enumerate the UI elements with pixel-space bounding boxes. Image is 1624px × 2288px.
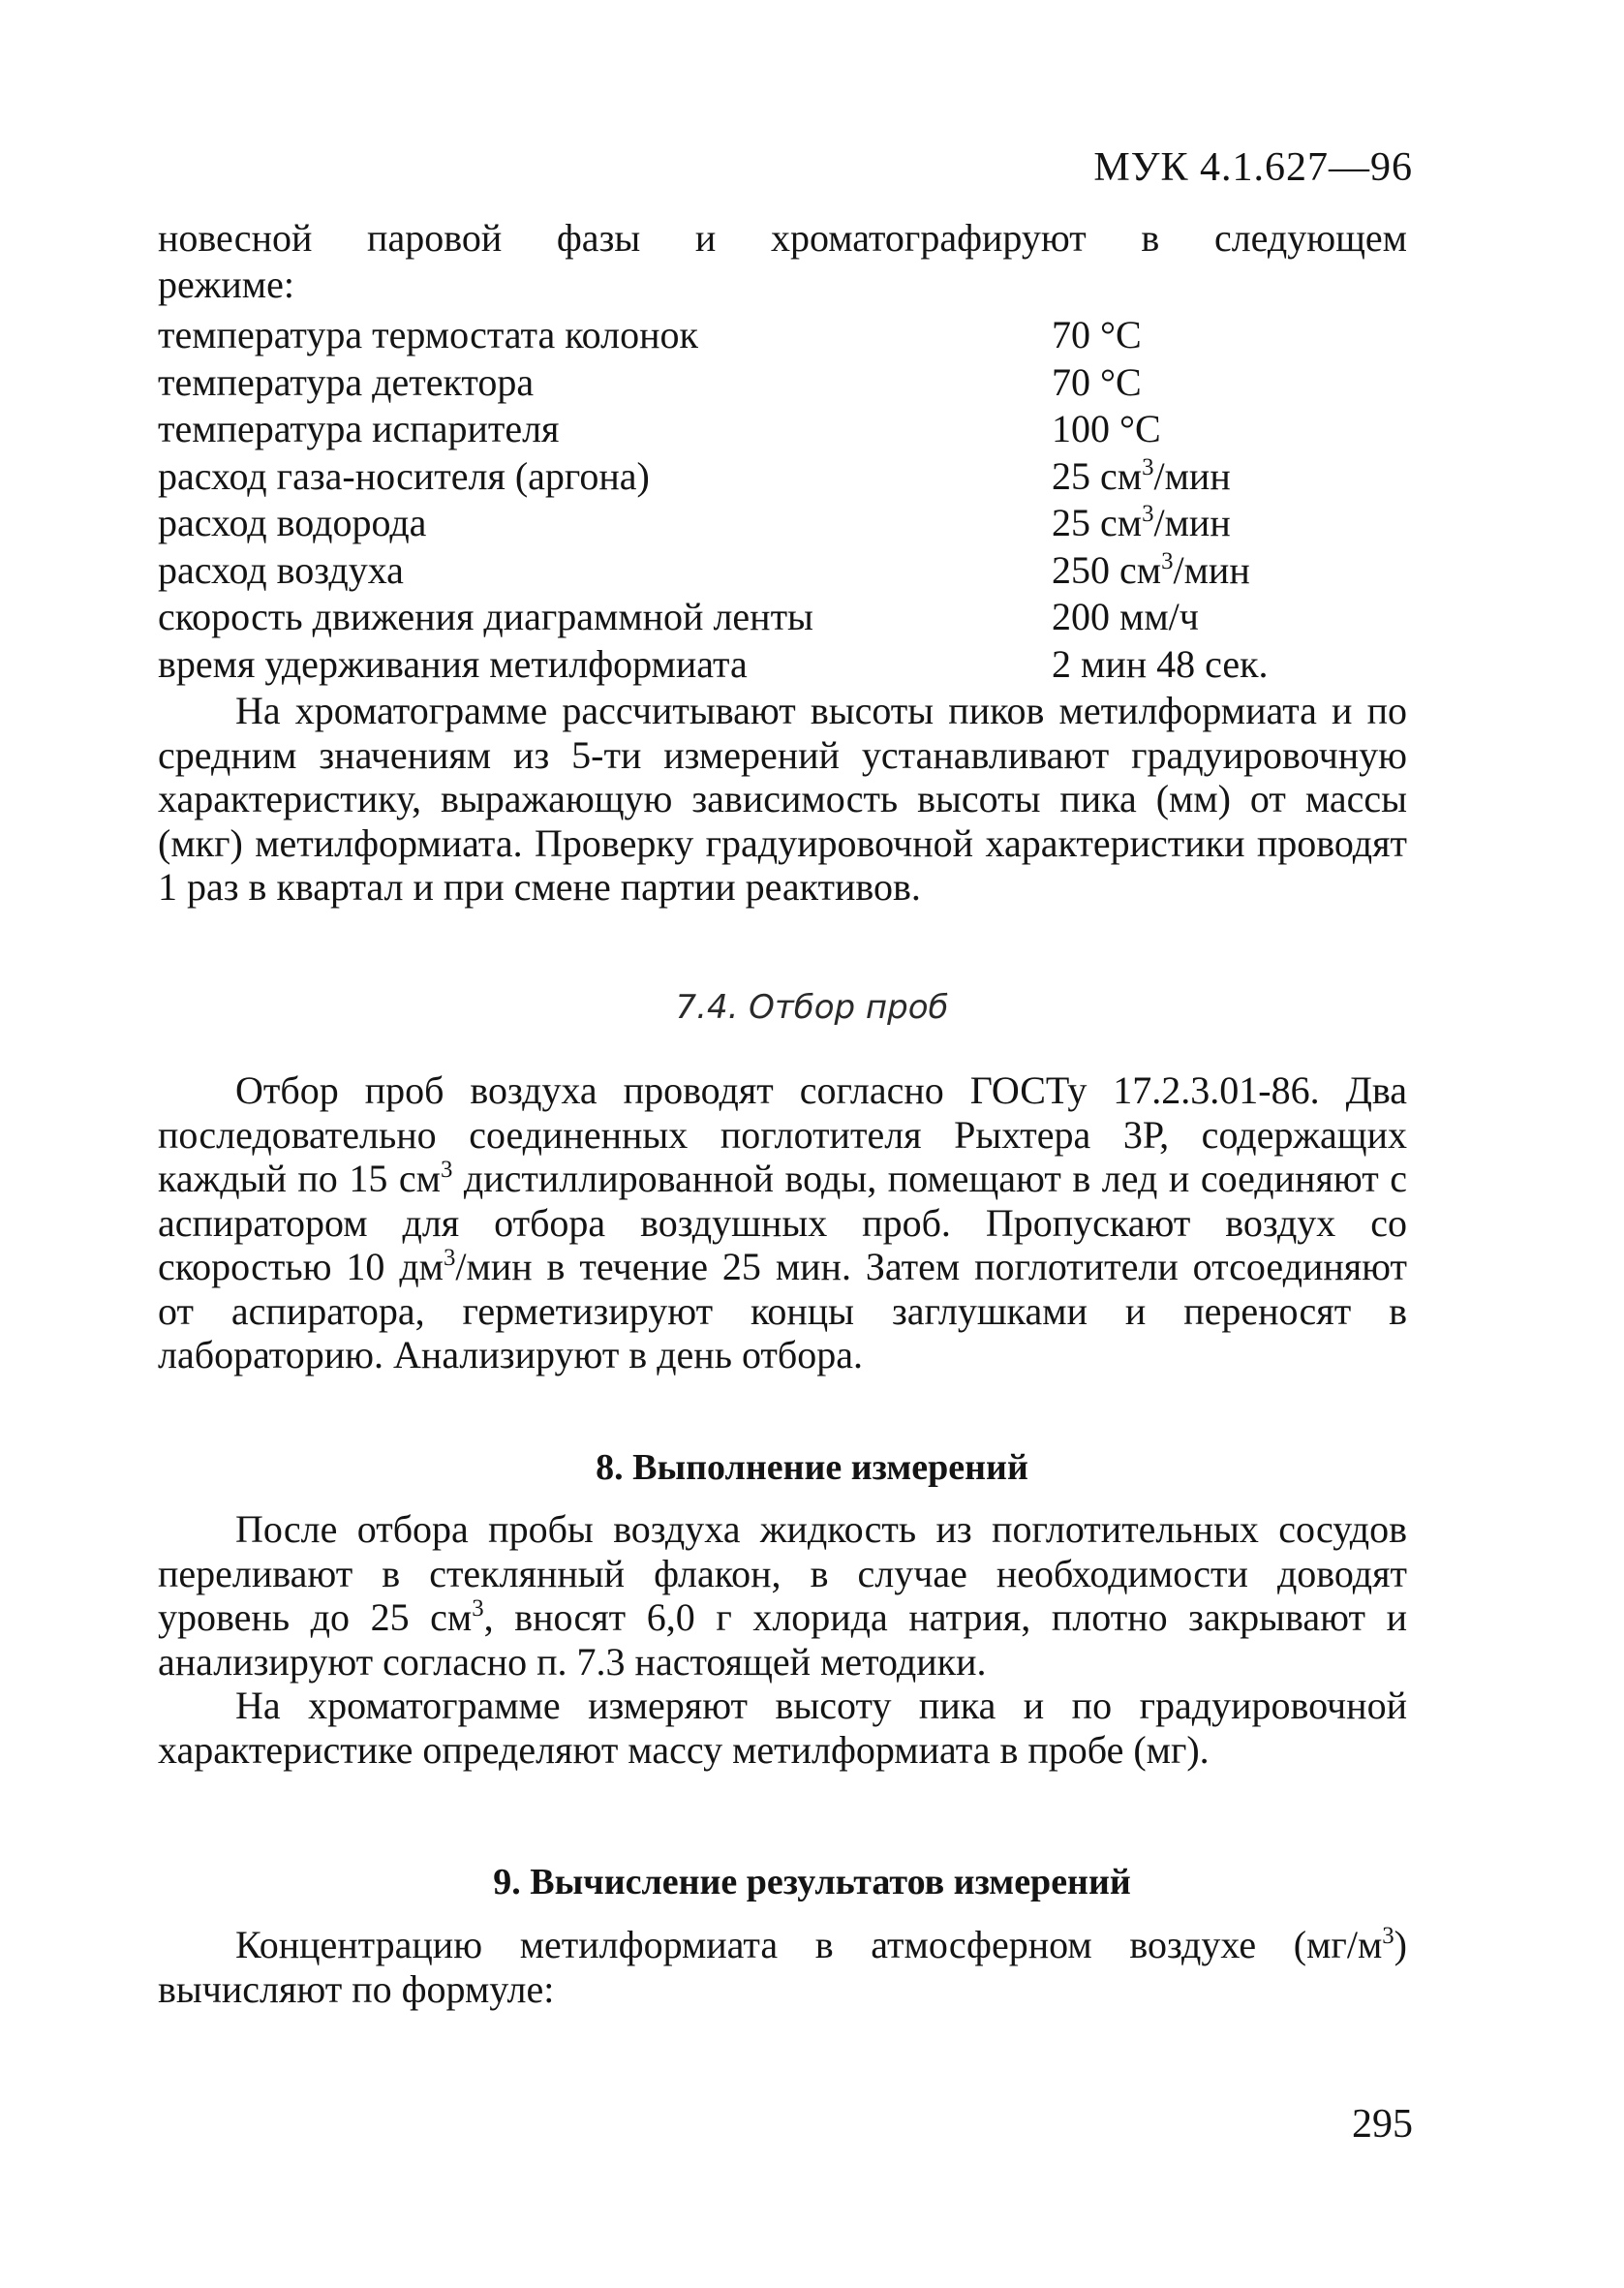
paragraph-fragment: Концентрацию метилформиата в атмосферном воздухе (мг/м [235,1923,1383,1966]
parameter-row [158,500,1407,547]
section-8-body [158,1507,1407,1772]
paragraph-text: На хроматограмме рассчитывают высоты пиков метилформиата и по средним значениям из 5-ти измерений устанавливают градуировочную характеристику, выражающую зависимость высоты пика (мм) от массы (мкг) метилформиата. Проверку градуировочной характеристики проводят 1 раз в квартал и при смене партии реактивов. [158,689,1407,909]
parameter-name: время удерживания метилформиата [158,641,748,686]
parameter-name: расход водорода [158,501,427,544]
paragraph-text [158,1507,1407,1684]
calibration-paragraph [158,689,1407,910]
parameter-name: температура детектора [158,359,535,404]
parameter-value: 100 °С [1052,407,1161,450]
parameter-row [158,594,1407,641]
superscript: 3 [1161,547,1174,574]
superscript: 3 [1142,453,1154,480]
superscript: 3 [440,1157,453,1184]
paragraph-text: На хроматограмме измеряют высоту пика и по градуировочной характеристике определяют массу метилформиата в пробе (мг). [158,1684,1407,1772]
section-8-title: 8. Выполнение измерений [596,1447,1028,1488]
parameter-name: скорость движения диаграммной ленты [158,595,813,638]
value-unit: /мин [1173,547,1250,592]
parameter-name: расход газа-носителя (аргона) [158,453,650,498]
section-7-4-paragraph [158,1068,1407,1377]
value-number: 250 см [1052,547,1162,592]
parameter-value [1052,500,1231,547]
intro-text [158,215,1407,308]
paragraph-fragment: дистиллированной воды, помещают в лед и соединяют с аспиратором для отбора воздушных проб. Пропускают воздух со скоростью 10 дм [158,1157,1407,1288]
parameter-row [158,453,1407,501]
value-unit: /мин [1153,453,1231,498]
paragraph-fragment: /мин в течение 25 мин. Затем поглотители отсоединяют от аспиратора, герметизируют концы заглушками и переносят в лабораторию. Анализируют в день отбора. [158,1245,1407,1376]
parameter-row [158,641,1407,689]
parameter-row [158,547,1407,595]
superscript: 3 [472,1595,484,1623]
parameter-row [158,359,1407,407]
parameter-value [1052,453,1231,501]
paragraph-text [158,1068,1407,1377]
paragraph-fragment: После отбора пробы воздуха жидкость из поглотительных сосудов переливают в стеклянный флакон, в случае необходимости доводят уровень до 25 см [158,1507,1407,1639]
parameter-row [158,312,1407,359]
parameter-name: температура термостата колонок [158,313,698,356]
paragraph-fragment: ) вычисляют по формуле: [158,1923,1407,2011]
page-number: 295 [1352,2102,1413,2147]
parameter-name: температура испарителя [158,407,560,450]
paragraph-fragment: Отбор проб воздуха проводят согласно ГОСТу 17.2.3.01-86. Два последовательно соединенных поглотителя Рыхтера 3Р, содержащих каждый по 15 см [158,1068,1407,1200]
section-9-paragraph [158,1923,1407,2011]
parameter-value: 70 °С [1052,359,1142,404]
superscript: 3 [444,1245,456,1272]
chromatography-parameters [158,312,1407,688]
parameter-value: 2 мин 48 сек. [1052,641,1269,686]
parameter-value: 200 мм/ч [1052,595,1199,638]
value-unit: /мин [1153,501,1231,544]
value-number: 25 см [1052,501,1143,544]
parameter-name: расход воздуха [158,547,404,592]
parameter-value [1052,547,1250,595]
intro-line: режиме: [158,263,294,306]
parameter-value: 70 °С [1052,313,1142,356]
intro-line: новесной паровой фазы и хроматографируют в следующем [158,216,1407,260]
superscript: 3 [1142,501,1154,528]
paragraph-fragment: , вносят 6,0 г хлорида натрия, плотно закрывают и анализируют согласно п. 7.3 настоящей методики. [158,1595,1407,1684]
superscript: 3 [1382,1923,1394,1950]
parameter-row [158,406,1407,453]
paragraph-text [158,1923,1407,2011]
section-9-title: 9. Вычисление результатов измерений [493,1862,1131,1902]
section-7-4-title: 7.4. Отбор проб [675,988,949,1027]
document-code-header: МУК 4.1.627—96 [1093,145,1413,190]
value-number: 25 см [1052,453,1143,498]
